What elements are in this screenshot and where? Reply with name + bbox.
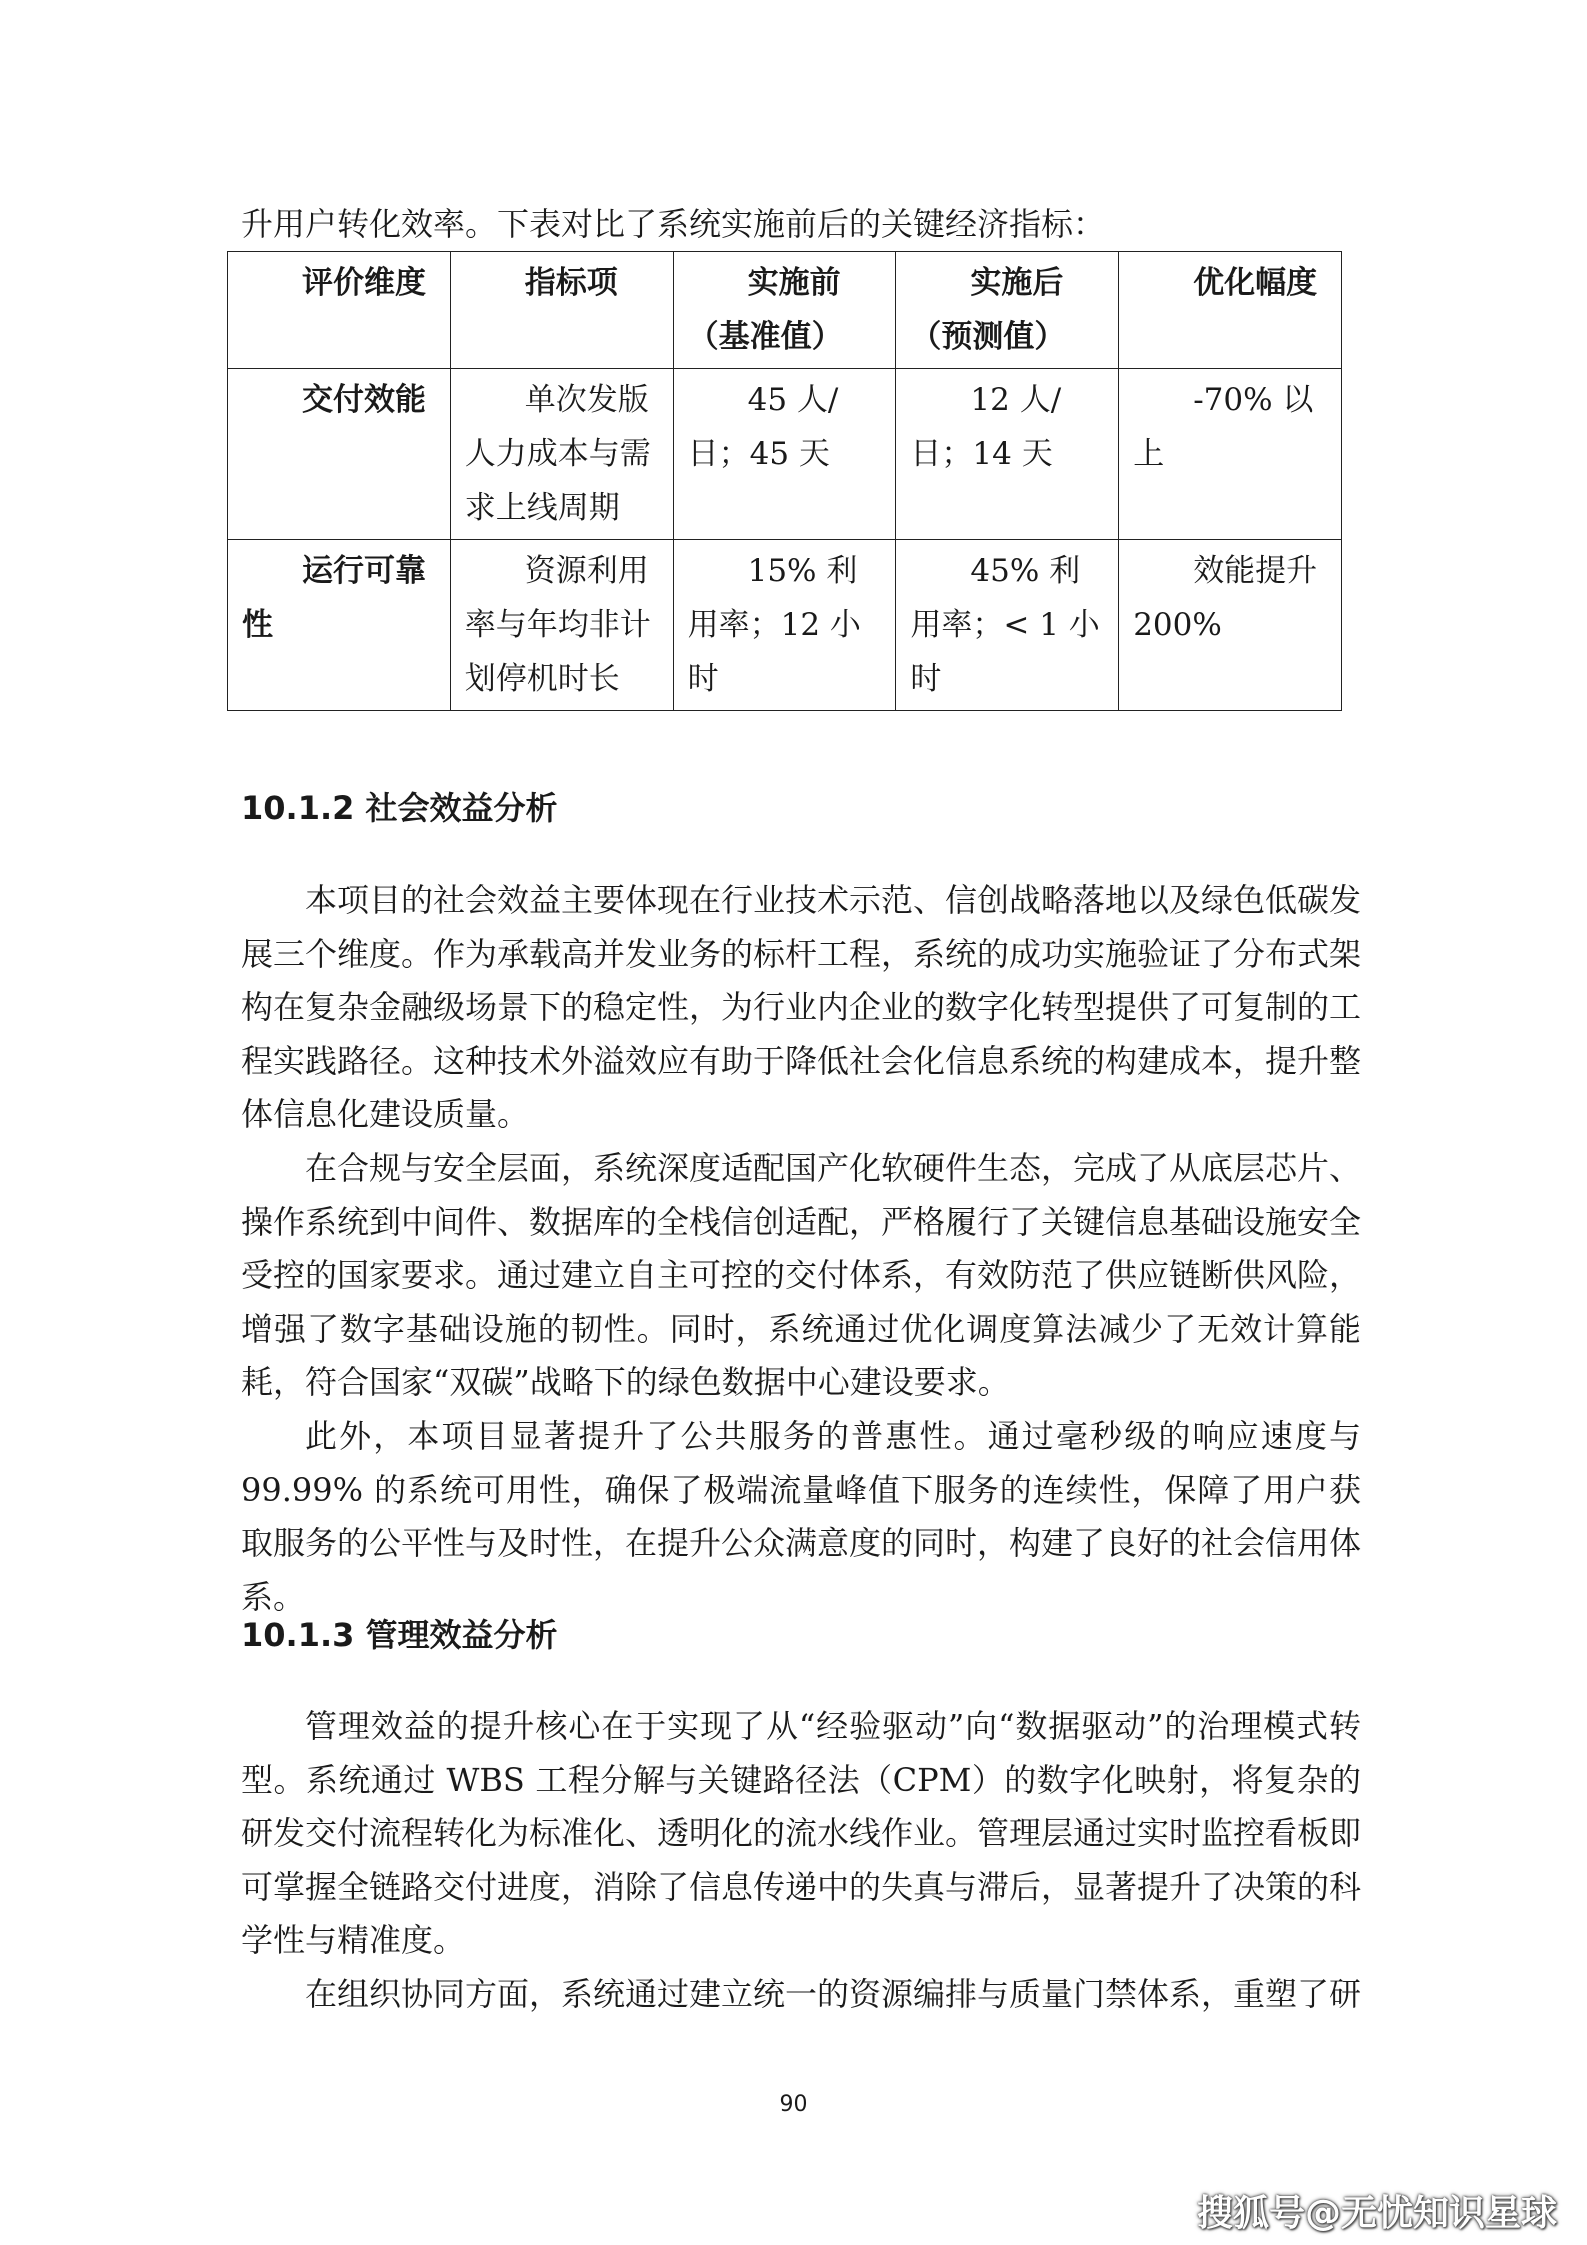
cell-before: 45 人/日；45 天 [673, 369, 896, 540]
cell-dimension: 交付效能 [228, 369, 451, 540]
paragraph: 此外，本项目显著提升了公共服务的普惠性。通过毫秒级的响应速度与 99.99% 的系统可用性，确保了极端流量峰值下服务的连续性，保障了用户获取服务的公平性与及时性，在提升公众满意度的同时，构建了良好的社会信用体系。 [241, 1417, 1362, 1616]
paragraph: 在合规与安全层面，系统深度适配国产化软硬件生态，完成了从底层芯片、操作系统到中间件、数据库的全栈信创适配，严格履行了关键信息基础设施安全受控的国家要求。通过建立自主可控的交付体系，有效防范了供应链断供风险，增强了数字基础设施的韧性。同时，系统通过优化调度算法减少了无效计算能耗，符合国家“双碳”战略下的绿色数据中心建设要求。 [241, 1149, 1362, 1401]
cell-dimension: 运行可靠性 [228, 540, 451, 711]
cell-indicator: 资源利用率与年均非计划停机时长 [450, 540, 673, 711]
paragraph: 在组织协同方面，系统通过建立统一的资源编排与质量门禁体系，重塑了研 [305, 1975, 1362, 2013]
economic-indicators-table [227, 251, 1342, 711]
cell-indicator: 单次发版人力成本与需求上线周期 [450, 369, 673, 540]
table-row [228, 540, 1342, 711]
header-before: 实施前（基准值） [673, 252, 896, 369]
paragraph: 管理效益的提升核心在于实现了从“经验驱动”向“数据驱动”的治理模式转型。系统通过 WBS 工程分解与关键路径法（CPM）的数字化映射，将复杂的研发交付流程转化为标准化、透明化的流水线作业。管理层通过实时监控看板即可掌握全链路交付进度，消除了信息传递中的失真与滞后，显著提升了决策的科学性与精准度。 [241, 1707, 1362, 1959]
section-heading-social: 10.1.2 社会效益分析 [241, 789, 558, 827]
header-dimension: 评价维度 [228, 252, 451, 369]
cell-after: 45% 利用率；< 1 小时 [896, 540, 1119, 711]
cell-improvement: -70% 以上 [1119, 369, 1342, 540]
cell-after: 12 人/日；14 天 [896, 369, 1119, 540]
paragraph: 本项目的社会效益主要体现在行业技术示范、信创战略落地以及绿色低碳发展三个维度。作为承载高并发业务的标杆工程，系统的成功实施验证了分布式架构在复杂金融级场景下的稳定性，为行业内企业的数字化转型提供了可复制的工程实践路径。这种技术外溢效应有助于降低社会化信息系统的构建成本，提升整体信息化建设质量。 [241, 881, 1362, 1133]
intro-sentence: 升用户转化效率。下表对比了系统实施前后的关键经济指标： [241, 205, 1106, 243]
header-improvement: 优化幅度 [1119, 252, 1342, 369]
header-indicator: 指标项 [450, 252, 673, 369]
cell-before: 15% 利用率；12 小时 [673, 540, 896, 711]
table-row [228, 369, 1342, 540]
section-heading-management: 10.1.3 管理效益分析 [241, 1616, 558, 1654]
watermark-text: 搜狐号@无忧知识星球 [1196, 2193, 1557, 2234]
page-number: 90 [779, 2092, 808, 2117]
header-after: 实施后（预测值） [896, 252, 1119, 369]
table-header-row [228, 252, 1342, 369]
cell-improvement: 效能提升 200% [1119, 540, 1342, 711]
